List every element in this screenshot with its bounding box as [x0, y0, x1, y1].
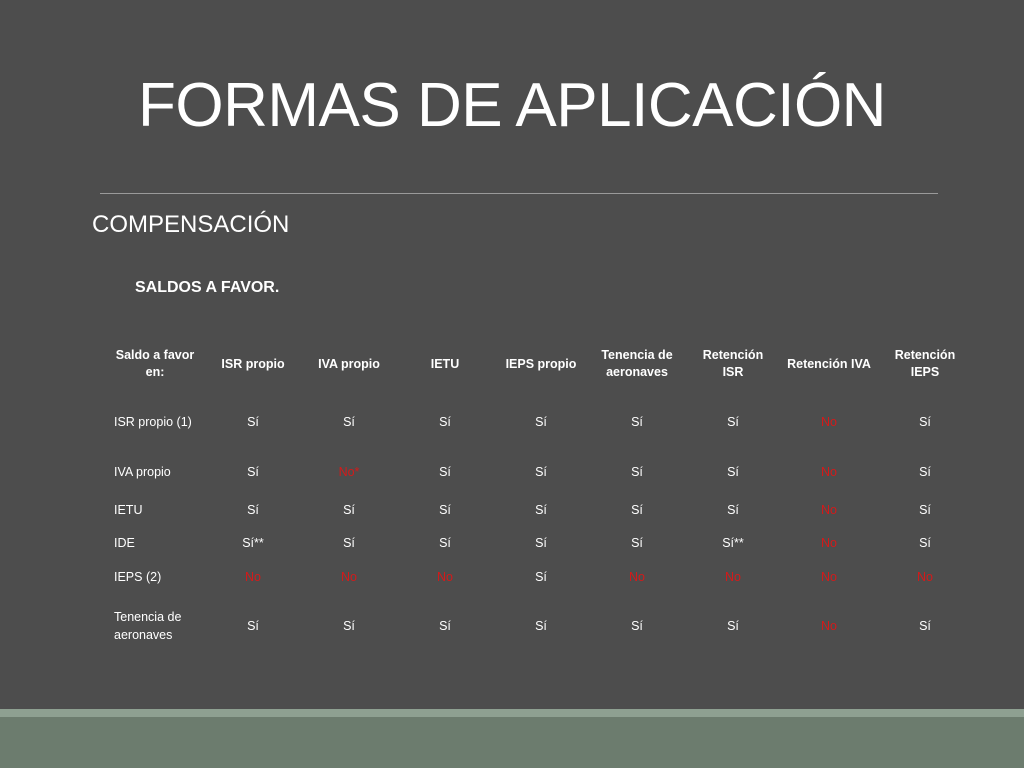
table-cell: Sí: [919, 619, 931, 633]
table-row: [105, 493, 973, 527]
table-cell: Sí**: [242, 536, 264, 550]
table-cell: Sí: [535, 465, 547, 479]
slide-title: FORMAS DE APLICACIÓN: [138, 71, 886, 140]
table-row: [105, 527, 973, 559]
column-header: Saldo a favor en:: [115, 348, 195, 379]
table-cell: Sí: [727, 465, 739, 479]
footer-band-highlight: [0, 709, 1024, 717]
table-cell: Sí: [727, 503, 739, 517]
column-header: ISR propio: [221, 356, 285, 371]
table-cell: Sí: [631, 415, 643, 429]
table-row: [105, 559, 973, 595]
column-header: Retención IEPS: [894, 348, 956, 379]
table-cell: Sí: [919, 503, 931, 517]
compensation-table: [105, 335, 973, 657]
table-cell: Sí: [919, 536, 931, 550]
table-cell: Sí: [439, 415, 451, 429]
table-cell: Sí: [535, 415, 547, 429]
table-cell: No: [821, 536, 837, 550]
table-cell: Sí**: [722, 536, 744, 550]
table-cell: Sí: [727, 415, 739, 429]
table-cell: Sí: [535, 503, 547, 517]
row-label: IEPS (2): [114, 570, 162, 584]
row-label: Tenencia de aeronaves: [114, 610, 182, 642]
column-header: Tenencia de aeronaves: [601, 348, 673, 379]
table-cell: Sí: [247, 503, 259, 517]
table-cell: Sí: [727, 619, 739, 633]
table-cell: Sí: [631, 465, 643, 479]
footer-band: [0, 709, 1024, 768]
table-cell: Sí: [439, 503, 451, 517]
row-label: IVA propio: [114, 465, 171, 479]
table-cell: Sí: [343, 503, 355, 517]
table-cell: Sí: [631, 536, 643, 550]
row-label: IDE: [114, 536, 135, 550]
section-heading: COMPENSACIÓN: [92, 211, 290, 238]
table-cell: Sí: [535, 570, 547, 584]
table-cell: Sí: [247, 619, 259, 633]
table-cell: Sí: [439, 536, 451, 550]
table-cell: No: [341, 570, 357, 584]
table-row: [105, 393, 973, 451]
table-cell: No: [725, 570, 741, 584]
table-row: [105, 595, 973, 657]
title-divider: [100, 193, 938, 194]
table-cell: Sí: [631, 619, 643, 633]
table-cell: No: [821, 619, 837, 633]
table-cell: No: [821, 503, 837, 517]
table-header-row: [105, 335, 973, 393]
column-header: IEPS propio: [505, 356, 577, 371]
table-cell: No: [821, 415, 837, 429]
table-cell: Sí: [439, 465, 451, 479]
column-header: Retención IVA: [787, 356, 871, 371]
table-cell: Sí: [247, 415, 259, 429]
table-cell: Sí: [919, 415, 931, 429]
subsection-heading: SALDOS A FAVOR.: [135, 279, 280, 296]
table-cell: No: [821, 465, 837, 479]
table-cell: Sí: [343, 415, 355, 429]
table-cell: Sí: [919, 465, 931, 479]
table-cell: No: [821, 570, 837, 584]
table-cell: Sí: [247, 465, 259, 479]
table-cell: No: [245, 570, 261, 584]
table-cell: No: [917, 570, 933, 584]
table-cell: Sí: [439, 619, 451, 633]
column-header: Retención ISR: [702, 348, 764, 379]
table-row: [105, 451, 973, 493]
row-label: IETU: [114, 503, 143, 517]
table-cell: Sí: [343, 536, 355, 550]
column-header: IETU: [430, 356, 460, 371]
table-cell: Sí: [535, 619, 547, 633]
table-cell: No: [629, 570, 645, 584]
table-cell: No: [437, 570, 453, 584]
table-cell: Sí: [343, 619, 355, 633]
table-cell: No*: [338, 465, 360, 479]
table-body: [105, 393, 973, 657]
column-header: IVA propio: [318, 356, 380, 371]
table-cell: Sí: [535, 536, 547, 550]
table-cell: Sí: [631, 503, 643, 517]
row-label: ISR propio (1): [114, 415, 192, 429]
